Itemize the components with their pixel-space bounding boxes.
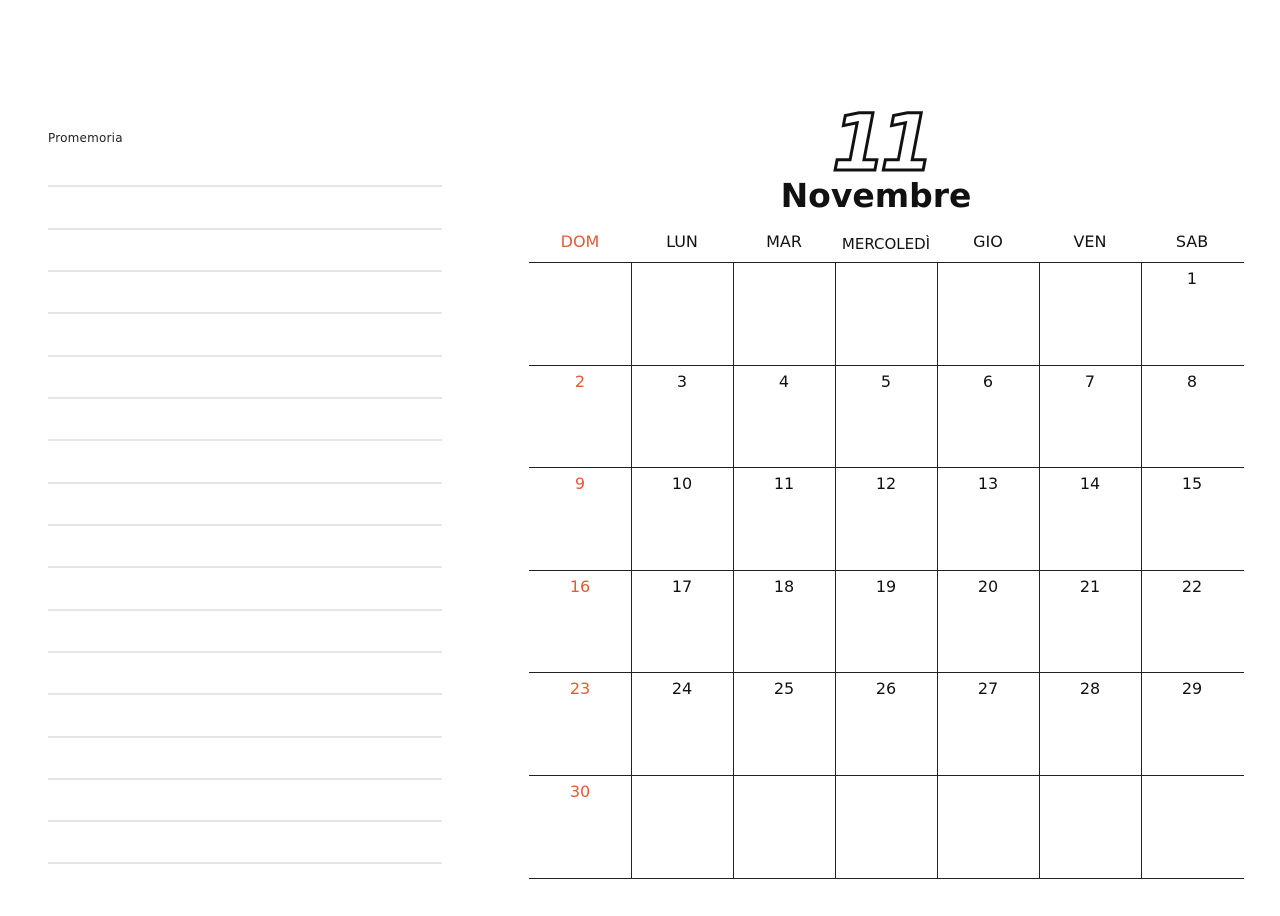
note-line (48, 736, 442, 738)
weekday-thursday: GIO (973, 232, 1003, 251)
note-line (48, 355, 442, 357)
day-cell-number: 24 (671, 679, 693, 698)
grid-row-line (529, 365, 1244, 366)
day-cell-number: 20 (977, 577, 999, 596)
grid-column-line (1039, 262, 1040, 878)
day-cell-number: 25 (773, 679, 795, 698)
day-cell-number: 10 (671, 474, 693, 493)
day-cell-number: 13 (977, 474, 999, 493)
day-cell-number: 8 (1186, 372, 1198, 391)
day-cell-number: 11 (773, 474, 795, 493)
day-cell-number: 7 (1084, 372, 1096, 391)
grid-row-line (529, 467, 1244, 468)
grid-column-line (631, 262, 632, 878)
day-cell-number: 23 (569, 679, 591, 698)
note-line (48, 185, 442, 187)
note-line (48, 228, 442, 230)
note-line (48, 312, 442, 314)
weekday-friday: VEN (1073, 232, 1107, 251)
grid-row-line (529, 672, 1244, 673)
day-cell-number: 1 (1186, 269, 1198, 288)
day-cell-number: 19 (875, 577, 897, 596)
weekday-monday: LUN (666, 232, 698, 251)
grid-column-line (733, 262, 734, 878)
day-cell-number: 22 (1181, 577, 1203, 596)
day-cell-number: 27 (977, 679, 999, 698)
day-cell-number: 5 (880, 372, 892, 391)
grid-row-line (529, 775, 1244, 776)
weekday-saturday: SAB (1175, 232, 1209, 251)
day-cell-number: 15 (1181, 474, 1203, 493)
note-line (48, 609, 442, 611)
day-cell-number: 18 (773, 577, 795, 596)
day-cell-number: 14 (1079, 474, 1101, 493)
note-line (48, 693, 442, 695)
note-line (48, 651, 442, 653)
month-name: Novembre (780, 176, 972, 215)
grid-row-line (529, 878, 1244, 879)
day-cell-number: 30 (569, 782, 591, 801)
grid-column-line (1141, 262, 1142, 878)
month-number: 11 (831, 99, 929, 189)
day-cell-number: 29 (1181, 679, 1203, 698)
note-line (48, 778, 442, 780)
day-cell-number: 2 (574, 372, 586, 391)
note-line (48, 439, 442, 441)
grid-row-line (529, 570, 1244, 571)
day-cell-number: 16 (569, 577, 591, 596)
note-line (48, 270, 442, 272)
day-cell-number: 4 (778, 372, 790, 391)
note-line (48, 524, 442, 526)
day-cell-number: 28 (1079, 679, 1101, 698)
grid-row-line (529, 262, 1244, 263)
grid-column-line (937, 262, 938, 878)
note-line (48, 566, 442, 568)
day-cell-number: 26 (875, 679, 897, 698)
day-cell-number: 12 (875, 474, 897, 493)
note-line (48, 820, 442, 822)
day-cell-number: 17 (671, 577, 693, 596)
day-cell-number: 21 (1079, 577, 1101, 596)
note-line (48, 482, 442, 484)
note-line (48, 397, 442, 399)
day-cell-number: 9 (574, 474, 586, 493)
weekday-sunday: DOM (560, 232, 600, 251)
day-cell-number: 3 (676, 372, 688, 391)
note-line (48, 862, 442, 864)
grid-column-line (835, 262, 836, 878)
day-cell-number: 6 (982, 372, 994, 391)
weekday-tuesday: MAR (766, 232, 802, 251)
weekday-wednesday: MERCOLEDÌ (841, 235, 931, 253)
notes-title: Promemoria (48, 131, 123, 145)
